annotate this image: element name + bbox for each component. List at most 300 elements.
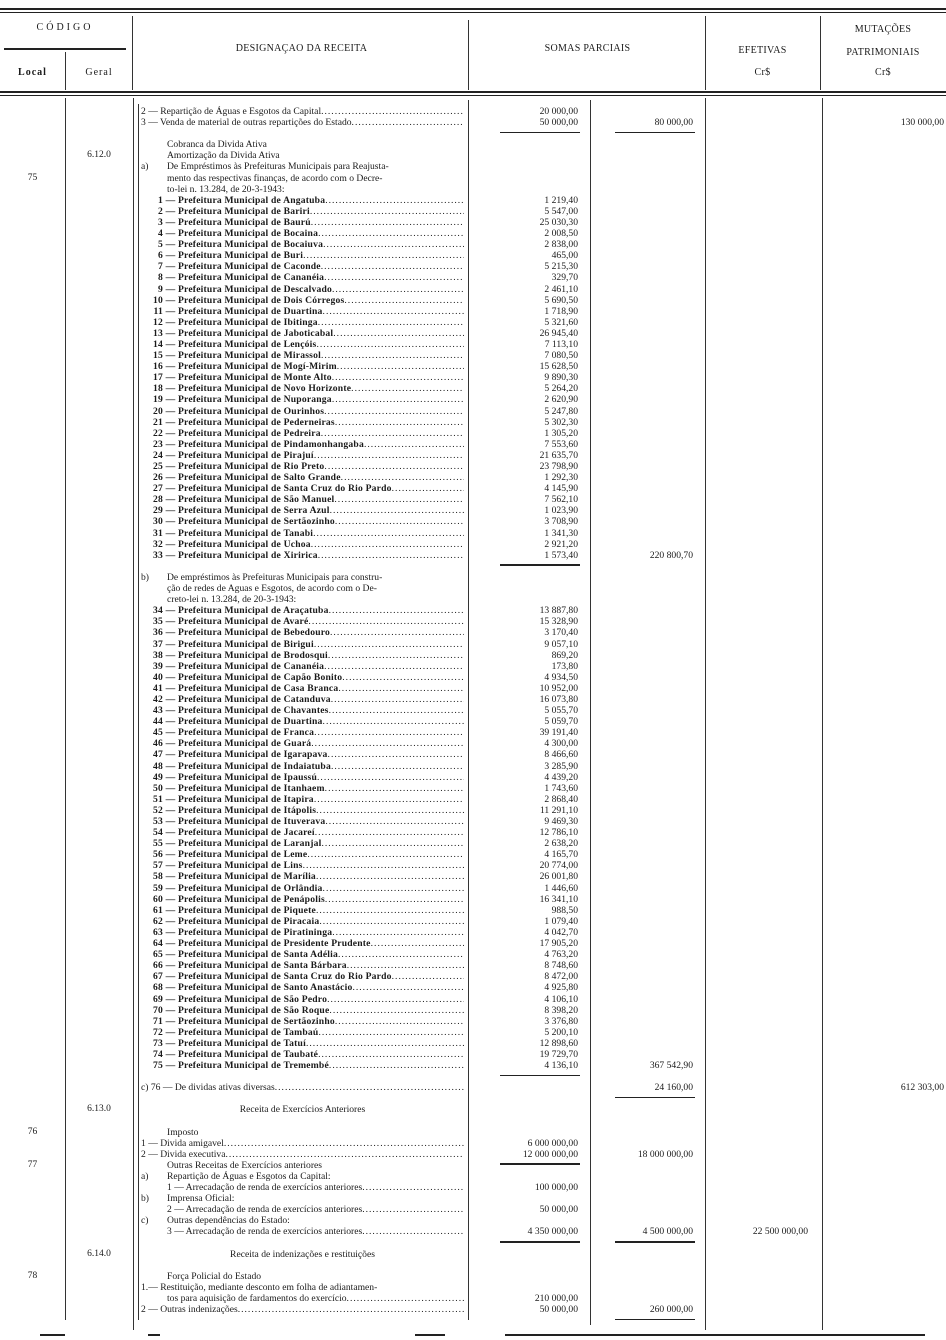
dash: — bbox=[163, 438, 178, 450]
patrimoniais-value bbox=[820, 417, 946, 428]
geral-code bbox=[65, 372, 133, 383]
partial-sum bbox=[470, 561, 590, 572]
item-prefix: Prefeitura Municipal de bbox=[178, 860, 282, 872]
designacao bbox=[133, 239, 470, 250]
geral-code bbox=[65, 206, 133, 217]
subtotal bbox=[590, 150, 705, 161]
item-number: 17 bbox=[153, 372, 163, 384]
list-item bbox=[0, 627, 946, 638]
item-prefix: Prefeitura Municipal de bbox=[178, 838, 282, 850]
patrimoniais-value bbox=[820, 805, 946, 816]
geral-code bbox=[65, 572, 133, 583]
patrimoniais-value bbox=[820, 1304, 946, 1315]
geral-code bbox=[65, 705, 133, 716]
item-prefix: Prefeitura Municipal de bbox=[178, 449, 282, 461]
designacao bbox=[133, 261, 470, 272]
dot-leader bbox=[330, 627, 464, 638]
efetivas-value bbox=[705, 960, 820, 971]
subtotal bbox=[590, 317, 705, 328]
dot-leader bbox=[352, 982, 464, 993]
item-number: 65 bbox=[153, 949, 163, 961]
geral-code bbox=[65, 1271, 133, 1282]
item-text: to-lei n. 13.284, de 20-3-1943: bbox=[167, 183, 285, 195]
efetivas-value bbox=[705, 749, 820, 760]
geral-code bbox=[65, 1127, 133, 1138]
item-prefix: Prefeitura Municipal de bbox=[178, 616, 282, 628]
designacao bbox=[133, 1282, 470, 1293]
item-prefix: Prefeitura Municipal de bbox=[178, 649, 282, 661]
partial-sum: 21 635,70 bbox=[539, 449, 578, 461]
partial-sum: 1 341,30 bbox=[544, 527, 578, 539]
patrimoniais-value bbox=[820, 849, 946, 860]
table-row bbox=[0, 1082, 946, 1093]
designacao bbox=[133, 949, 470, 960]
item-label bbox=[141, 650, 328, 661]
patrimoniais-value bbox=[820, 794, 946, 805]
dash: — bbox=[163, 494, 178, 506]
item-number: 43 bbox=[153, 705, 163, 717]
item-prefix: Prefeitura Municipal de bbox=[178, 338, 282, 350]
list-item bbox=[0, 217, 946, 228]
patrimoniais-value bbox=[820, 927, 946, 938]
dot-leader bbox=[323, 716, 464, 727]
dash: — bbox=[163, 960, 178, 972]
subtotal bbox=[590, 1193, 705, 1204]
item-label bbox=[141, 949, 338, 960]
item-number: 16 bbox=[153, 361, 163, 373]
subtotal bbox=[590, 173, 705, 184]
partial-sum: 5 215,30 bbox=[544, 261, 578, 273]
patrimoniais-value bbox=[820, 1215, 946, 1226]
subtotal bbox=[590, 1116, 705, 1127]
item-town: Descalvado bbox=[283, 283, 332, 295]
local-code bbox=[0, 894, 65, 905]
local-code: 76 bbox=[27, 1126, 38, 1137]
item-town: Avaré bbox=[283, 616, 309, 628]
dash: — bbox=[163, 915, 178, 927]
local-code bbox=[0, 927, 65, 938]
item-town: Santa Bárbara bbox=[283, 960, 347, 972]
designacao bbox=[133, 306, 470, 317]
item-label bbox=[141, 195, 325, 206]
efetivas-value bbox=[705, 894, 820, 905]
patrimoniais-value bbox=[820, 528, 946, 539]
patrimoniais-value bbox=[820, 195, 946, 206]
dash: — bbox=[163, 871, 178, 883]
item-text: creto-lei n. 13.284, de 20-3-1943: bbox=[167, 594, 297, 606]
item-number: 56 bbox=[153, 849, 163, 861]
local-code bbox=[0, 350, 65, 361]
dot-leader bbox=[321, 106, 464, 117]
efetivas-value bbox=[705, 639, 820, 650]
item-number: 31 bbox=[153, 527, 163, 539]
dot-leader bbox=[338, 949, 464, 960]
item-label bbox=[141, 938, 371, 949]
designacao bbox=[133, 1160, 470, 1171]
item-prefix: Prefeitura Municipal de bbox=[178, 926, 282, 938]
item-prefix: Prefeitura Municipal de bbox=[178, 205, 282, 217]
local-code bbox=[0, 539, 65, 550]
item-number: 9 bbox=[158, 283, 163, 295]
dash: — bbox=[163, 194, 178, 206]
item-prefix: Prefeitura Municipal de bbox=[178, 804, 282, 816]
subtotal bbox=[590, 860, 705, 871]
designacao bbox=[133, 572, 470, 583]
geral-code bbox=[65, 1215, 133, 1226]
item-marker: b) bbox=[141, 1193, 149, 1205]
efetivas-value bbox=[705, 1149, 820, 1160]
patrimoniais-value bbox=[820, 428, 946, 439]
patrimoniais-value bbox=[820, 539, 946, 550]
partial-sum: 50 000,00 bbox=[539, 1204, 578, 1216]
partial-sum bbox=[470, 594, 590, 605]
subtotal bbox=[590, 417, 705, 428]
list-item bbox=[0, 261, 946, 272]
item-prefix: Prefeitura Municipal de bbox=[178, 727, 282, 739]
dash: — bbox=[163, 316, 178, 328]
table-row bbox=[0, 184, 946, 195]
partial-sum: 4 136,10 bbox=[470, 1060, 590, 1071]
item-label bbox=[141, 1005, 329, 1016]
geral-code bbox=[65, 1304, 133, 1315]
subtotal bbox=[590, 794, 705, 805]
subtotal bbox=[590, 1027, 705, 1038]
designacao bbox=[133, 772, 470, 783]
efetivas-value bbox=[705, 1215, 820, 1226]
item-label bbox=[141, 761, 331, 772]
efetivas-value bbox=[705, 794, 820, 805]
designacao bbox=[133, 672, 470, 683]
efetivas-value bbox=[705, 849, 820, 860]
patrimoniais-value bbox=[820, 1182, 946, 1193]
item-prefix: Prefeitura Municipal de bbox=[178, 194, 282, 206]
local-code bbox=[0, 261, 65, 272]
list-item bbox=[0, 816, 946, 827]
efetivas-value bbox=[705, 661, 820, 672]
designacao bbox=[133, 161, 470, 172]
item-number: 73 bbox=[153, 1037, 163, 1049]
partial-sum bbox=[470, 173, 590, 184]
geral-code bbox=[65, 1171, 133, 1182]
patrimoniais-value bbox=[820, 406, 946, 417]
dash: — bbox=[163, 804, 178, 816]
designacao bbox=[133, 916, 470, 927]
partial-sum bbox=[470, 1238, 590, 1249]
patrimoniais-value bbox=[820, 494, 946, 505]
item-number: 29 bbox=[153, 505, 163, 517]
item-prefix: Prefeitura Municipal de bbox=[178, 627, 282, 639]
subtotal bbox=[590, 1016, 705, 1027]
item-label bbox=[141, 483, 392, 494]
dash: — bbox=[163, 738, 178, 750]
local-code bbox=[0, 439, 65, 450]
geral-code bbox=[65, 749, 133, 760]
item-town: Marília bbox=[283, 871, 316, 883]
local-code bbox=[0, 761, 65, 772]
item-prefix: Prefeitura Municipal de bbox=[178, 427, 282, 439]
dash: — bbox=[163, 239, 178, 251]
subtotal bbox=[590, 1127, 705, 1138]
efetivas-value bbox=[705, 916, 820, 927]
designacao bbox=[133, 761, 470, 772]
designacao bbox=[133, 805, 470, 816]
subtotal: 220 800,70 bbox=[649, 549, 693, 561]
efetivas-value bbox=[705, 716, 820, 727]
list-item bbox=[0, 295, 946, 306]
partial-sum: 1 305,20 bbox=[544, 427, 578, 439]
partial-sum: 15 328,90 bbox=[539, 616, 578, 628]
item-label bbox=[141, 772, 317, 783]
geral-code bbox=[65, 1260, 133, 1271]
item-prefix: Prefeitura Municipal de bbox=[178, 660, 282, 672]
partial-sum: 4 300,00 bbox=[544, 738, 578, 750]
dot-leader bbox=[352, 117, 464, 128]
list-item bbox=[0, 672, 946, 683]
list-item bbox=[0, 772, 946, 783]
geral-code bbox=[65, 960, 133, 971]
item-prefix: Prefeitura Municipal de bbox=[178, 228, 282, 240]
item-label bbox=[141, 738, 311, 749]
geral-code bbox=[65, 805, 133, 816]
efetivas-value bbox=[705, 505, 820, 516]
patrimoniais-value bbox=[820, 694, 946, 705]
list-item bbox=[0, 916, 946, 927]
item-label bbox=[141, 627, 330, 638]
dot-leader bbox=[319, 916, 464, 927]
table-row bbox=[0, 1182, 946, 1193]
list-item bbox=[0, 339, 946, 350]
patrimoniais-value bbox=[820, 339, 946, 350]
item-text: De Empréstimos às Prefeituras Municipais para Reajusta- bbox=[167, 161, 389, 173]
subtotal bbox=[590, 472, 705, 483]
item-label bbox=[141, 394, 332, 405]
subtotal bbox=[590, 1215, 705, 1226]
designacao bbox=[133, 383, 470, 394]
patrimoniais-value bbox=[820, 1271, 946, 1282]
designacao bbox=[133, 738, 470, 749]
header-local: Local bbox=[18, 67, 47, 78]
partial-sum: 19 729,70 bbox=[539, 1048, 578, 1060]
geral-code bbox=[65, 106, 133, 117]
item-town: Baurú bbox=[283, 216, 311, 228]
designacao bbox=[133, 938, 470, 949]
geral-code bbox=[65, 1027, 133, 1038]
item-text: Repartição de Águas e Esgotos da Capital: bbox=[167, 1171, 331, 1182]
designacao bbox=[133, 406, 470, 417]
patrimoniais-value bbox=[820, 838, 946, 849]
patrimoniais-value bbox=[820, 982, 946, 993]
dot-leader bbox=[329, 1005, 464, 1016]
dash: — bbox=[163, 505, 178, 517]
table-row bbox=[0, 1138, 946, 1149]
item-number: 32 bbox=[153, 538, 163, 550]
table-row bbox=[0, 1293, 946, 1304]
item-town: Leme bbox=[283, 849, 308, 861]
subtotal bbox=[590, 1271, 705, 1282]
designacao bbox=[133, 339, 470, 350]
item-label bbox=[141, 805, 316, 816]
designacao bbox=[133, 1171, 470, 1182]
geral-code bbox=[65, 894, 133, 905]
list-item bbox=[0, 716, 946, 727]
table-row bbox=[0, 1093, 946, 1104]
designacao bbox=[133, 1293, 470, 1304]
dash: — bbox=[163, 283, 178, 295]
local-code bbox=[0, 461, 65, 472]
table-row bbox=[0, 594, 946, 605]
designacao bbox=[133, 1104, 470, 1115]
item-text: Outras dependências do Estado: bbox=[167, 1215, 290, 1227]
partial-sum: 12 786,10 bbox=[539, 827, 578, 839]
geral-code bbox=[65, 1049, 133, 1060]
dot-leader bbox=[332, 927, 464, 938]
subtotal bbox=[590, 894, 705, 905]
efetivas-value bbox=[705, 827, 820, 838]
partial-sum: 20 774,00 bbox=[539, 860, 578, 872]
item-town: Lençóis bbox=[283, 338, 317, 350]
efetivas-value bbox=[705, 161, 820, 172]
item-prefix: Prefeitura Municipal de bbox=[178, 250, 282, 262]
list-item bbox=[0, 1016, 946, 1027]
item-prefix: Prefeitura Municipal de bbox=[178, 1037, 282, 1049]
geral-code bbox=[65, 716, 133, 727]
item-town: Rio Preto bbox=[283, 461, 325, 472]
patrimoniais-value bbox=[820, 128, 946, 139]
efetivas-value bbox=[705, 1271, 820, 1282]
geral-code bbox=[65, 1282, 133, 1293]
efetivas-value bbox=[705, 761, 820, 772]
dot-leader bbox=[329, 605, 464, 616]
dot-leader bbox=[321, 428, 464, 439]
subtotal: 367 542,90 bbox=[649, 1060, 693, 1072]
dash: — bbox=[163, 394, 178, 406]
local-code bbox=[0, 1226, 65, 1237]
designacao bbox=[133, 361, 470, 372]
item-number: 60 bbox=[153, 893, 163, 905]
designacao bbox=[133, 472, 470, 483]
geral-code bbox=[65, 1204, 133, 1215]
item-prefix: Prefeitura Municipal de bbox=[178, 693, 282, 705]
designacao bbox=[133, 1116, 470, 1127]
list-item bbox=[0, 827, 946, 838]
partial-sum: 7 553,60 bbox=[544, 438, 578, 450]
dash: — bbox=[163, 793, 178, 805]
partial-sum: 7 113,10 bbox=[544, 338, 578, 350]
local-code bbox=[0, 561, 65, 572]
item-prefix: Prefeitura Municipal de bbox=[178, 1026, 282, 1038]
designacao bbox=[133, 1204, 470, 1215]
local-code bbox=[0, 117, 65, 128]
item-town: Tatuí bbox=[283, 1037, 306, 1049]
subtotal bbox=[590, 583, 705, 594]
partial-sum: 4 145,90 bbox=[544, 483, 578, 495]
item-number: 19 bbox=[153, 394, 163, 406]
designacao bbox=[133, 328, 470, 339]
dot-leader bbox=[347, 1293, 464, 1304]
item-number: 39 bbox=[153, 660, 163, 672]
dot-leader bbox=[323, 239, 464, 250]
item-label bbox=[141, 883, 323, 894]
designacao bbox=[133, 250, 470, 261]
dot-leader bbox=[335, 417, 464, 428]
dash: — bbox=[163, 727, 178, 739]
item-number: 36 bbox=[153, 627, 163, 639]
item-prefix: Prefeitura Municipal de bbox=[178, 816, 282, 827]
patrimoniais-value bbox=[820, 295, 946, 306]
local-code bbox=[0, 1016, 65, 1027]
partial-sum: 4 439,20 bbox=[544, 771, 578, 783]
item-text: Receita de indenizações e restituições bbox=[230, 1248, 375, 1260]
list-item bbox=[0, 616, 946, 627]
efetivas-value bbox=[705, 616, 820, 627]
item-number: 37 bbox=[153, 638, 163, 650]
item-town: Duartina bbox=[283, 716, 323, 728]
item-number: 30 bbox=[153, 516, 163, 528]
patrimoniais-value bbox=[820, 772, 946, 783]
subtotal bbox=[590, 827, 705, 838]
dash: — bbox=[163, 538, 178, 550]
local-code bbox=[0, 716, 65, 727]
partial-sum bbox=[470, 1271, 590, 1282]
item-label bbox=[141, 505, 330, 516]
table-row bbox=[0, 1171, 946, 1182]
table-row bbox=[0, 106, 946, 117]
efetivas-value bbox=[705, 1304, 820, 1315]
subtotal bbox=[590, 184, 705, 195]
item-text: tos para aquisição de fardamentos do exercício bbox=[167, 1293, 347, 1305]
list-item bbox=[0, 1049, 946, 1060]
item-text: Outras Receitas de Exercícios anteriores bbox=[167, 1159, 323, 1171]
item-number: 7 bbox=[158, 261, 163, 273]
item-prefix: Prefeitura Municipal de bbox=[178, 982, 282, 994]
geral-code bbox=[65, 727, 133, 738]
local-code: 75 bbox=[27, 172, 38, 183]
designacao bbox=[133, 816, 470, 827]
geral-code bbox=[65, 472, 133, 483]
dash: — bbox=[163, 816, 178, 827]
designacao bbox=[133, 860, 470, 871]
list-item bbox=[0, 661, 946, 672]
item-prefix: Prefeitura Municipal de bbox=[178, 638, 282, 650]
partial-sum: 23 798,90 bbox=[539, 461, 578, 472]
header-codigo: CÓDIGO bbox=[36, 22, 94, 33]
dot-leader bbox=[314, 727, 464, 738]
item-label bbox=[141, 616, 308, 627]
designacao bbox=[133, 627, 470, 638]
efetivas-value bbox=[705, 971, 820, 982]
item-prefix: Prefeitura Municipal de bbox=[178, 782, 282, 794]
local-code bbox=[0, 1038, 65, 1049]
patrimoniais-value bbox=[820, 1127, 946, 1138]
dash: — bbox=[163, 949, 178, 961]
partial-sum: 869,20 bbox=[551, 649, 578, 661]
item-town: Xiririca bbox=[283, 549, 318, 561]
local-code bbox=[0, 1193, 65, 1204]
partial-sum: 4 350 000,00 bbox=[470, 1226, 590, 1237]
item-number: 33 bbox=[153, 549, 163, 561]
subtotal bbox=[590, 394, 705, 405]
local-code bbox=[0, 1060, 65, 1071]
item-number: 58 bbox=[153, 871, 163, 883]
item-label bbox=[141, 982, 352, 993]
patrimoniais-value bbox=[820, 627, 946, 638]
table-row bbox=[0, 1282, 946, 1293]
table-row bbox=[0, 1104, 946, 1115]
subtotal bbox=[590, 372, 705, 383]
list-item bbox=[0, 550, 946, 561]
efetivas-value bbox=[705, 239, 820, 250]
patrimoniais-value bbox=[820, 217, 946, 228]
